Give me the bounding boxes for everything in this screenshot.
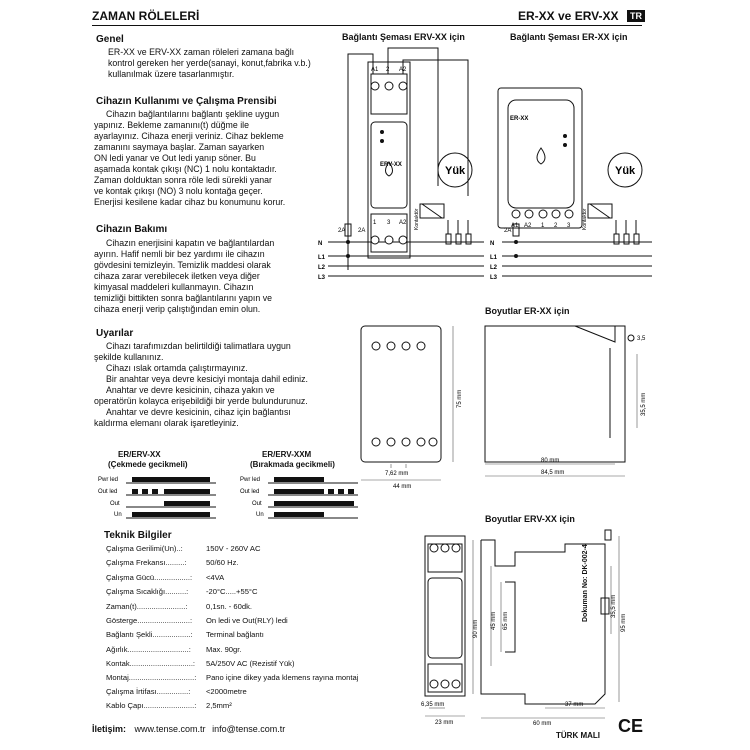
svg-text:L2: L2 [490,265,498,271]
lang-badge: TR [627,10,645,22]
turk-mali: TÜRK MALI [556,731,600,740]
svg-text:3: 3 [387,220,391,226]
erv-module [368,62,410,258]
svg-text:L1: L1 [318,255,326,261]
boyutlar-erv-title: Boyutlar ERV-XX için [485,514,575,524]
svg-text:95 mm: 95 mm [621,613,627,632]
spec-row: Ağırlık.............................: Max. 90gr. [106,645,242,654]
svg-text:2A: 2A [338,228,346,234]
svg-text:6,35 mm: 6,35 mm [421,702,445,708]
boyutlar-er-title: Boyutlar ER-XX için [485,306,570,316]
sig-outled-right: Out led [240,489,260,495]
timing-right-sub: (Bırakmada gecikmeli) [250,460,335,469]
uyarilar-text: Cihazı tarafımızdan belirtildiği talimatlara uygun şekilde kullanınız. Cihazı ıslak ortamda çalıştırmayınız. Bir anahtar veya devre kesiciyi montaja dahil ediniz. Anahtar ve devre kesicinin, cihaza yakın ve operatörün kolayca erişebildiği bir yerde bulundurunuz. Anahtar ve devre kesicinin, cihaz için bağlantısı kaldırma elemanı olarak işaretleyiniz. [94,341,308,428]
spec-row: Çalışma Gerilimi(Un)..: 150V - 260V AC [106,544,261,553]
svg-text:Kontaktör: Kontaktör [582,208,588,230]
spec-row: Kontak..............................: 5A/250V AC (Rezistif Yük) [106,659,295,668]
connection-diagram [318,44,658,280]
web-link[interactable]: www.tense.com.tr [134,724,206,734]
spec-row: Zaman(t).......................: 0,1sn. - 60dk. [106,602,253,611]
svg-text:A1: A1 [511,223,519,229]
svg-text:N: N [490,241,495,247]
svg-text:L1: L1 [490,255,498,261]
ce-mark: CE [618,716,644,736]
sig-out-left: Out [110,501,120,507]
mail-link[interactable]: info@tense.com.tr [212,724,286,734]
svg-text:A2: A2 [399,220,407,226]
svg-text:3,5: 3,5 [637,336,646,342]
svg-text:L3: L3 [318,275,326,280]
svg-text:A2: A2 [524,223,532,229]
svg-text:Yük: Yük [615,165,636,177]
sig-un-left: Un [114,512,122,518]
genel-text: ER-XX ve ERV-XX zaman röleleri zamana bağlı kontrol gereken her yerde(sanayi, konut,fabrika v.b.) kullanılmak üzere tasarlanmıştır. [108,47,311,79]
kullanim-text: Cihazın bağlantılarını bağlantı şekline uygun yapınız. Bekleme zamanını(t) düğme ile ayarlayınız. Cihaza enerji veriniz. Cihaz bekleme zamanını saymaya başlar. Zaman sayarken ON ledi yanar ve Out ledi yanıp söner. Bu aşamada kontak çıkışı (NC) 1 nolu kontaktadır. Zaman dolduktan sonra röle ledi sürekli yanar ve kontak çıkışı (NO) 3 nolu kontağa geçer. Enerjisi kesilene kadar cihaz bu konumunu korur. [94,109,286,207]
sig-un-right: Un [256,512,264,518]
drop-icon-er [537,148,545,164]
erv-front-view [425,536,465,696]
timing-left-sub: (Çekmede gecikmeli) [108,460,188,469]
svg-text:44 mm: 44 mm [393,484,412,490]
contact: İletişim: www.tense.com.tr info@tense.com.tr [92,724,286,734]
svg-text:L3: L3 [490,275,498,280]
kullanim-title: Cihazın Kullanımı ve Çalışma Prensibi [96,96,277,107]
page-title: ZAMAN RÖLELERİ [92,9,200,23]
svg-text:A1: A1 [371,67,379,73]
svg-text:35,5 mm: 35,5 mm [641,392,647,416]
doc-number: Dokuman No: DK-002-4 [582,544,589,622]
svg-text:45 mm: 45 mm [491,611,497,630]
svg-text:35,5 mm: 35,5 mm [611,594,617,618]
svg-text:A2: A2 [399,67,407,73]
svg-text:7,62 mm: 7,62 mm [385,471,409,477]
svg-text:2: 2 [554,223,558,229]
spec-row: Bağlantı Şekli..................: Terminal bağlantı [106,630,264,639]
sig-pwr-right: Pwr led [240,477,261,483]
svg-text:2A: 2A [504,228,512,234]
svg-text:Yük: Yük [445,165,466,177]
header-rule [92,25,642,26]
svg-text:60 mm: 60 mm [533,721,552,726]
svg-text:65 mm: 65 mm [503,611,509,630]
svg-text:2A: 2A [358,228,366,234]
sig-outled-left: Out led [98,489,118,495]
er-dimension-drawing [355,318,655,496]
spec-row: Çalışma Frekansı.........: 50/60 Hz. [106,558,239,567]
svg-text:37 mm: 37 mm [565,702,584,708]
svg-text:1: 1 [373,220,377,226]
spec-row: Gösterge.........................: On ledi ve Out(RLY) ledi [106,616,288,625]
erv-dimension-drawing [415,526,650,726]
svg-text:84,5 mm: 84,5 mm [541,470,565,476]
er-side-view [485,326,625,462]
sig-pwr-left: Pwr led [98,477,119,483]
svg-text:3: 3 [567,223,571,229]
svg-text:80 mm: 80 mm [541,458,560,464]
svg-text:90 mm: 90 mm [473,619,479,638]
svg-text:1: 1 [541,223,545,229]
svg-text:2: 2 [386,67,390,73]
teknik-title: Teknik Bilgiler [104,530,172,541]
svg-text:L2: L2 [318,265,326,271]
timing-right-title: ER/ERV-XXM [262,450,312,459]
svg-text:75 mm: 75 mm [457,389,463,408]
svg-text:ER-XX: ER-XX [510,116,529,122]
genel-title: Genel [96,34,124,45]
svg-text:23 mm: 23 mm [435,720,454,726]
spec-row: Montaj...............................: Pano içine dikey yada klemens rayına montaj [106,673,359,682]
spec-row: Çalışma Gücü.................: <4VA [106,573,225,582]
bakim-title: Cihazın Bakımı [96,224,168,235]
svg-text:Kontaktör: Kontaktör [414,208,420,230]
diagram-title-er: Bağlantı Şeması ER-XX için [510,32,628,42]
spec-row: Çalışma Sıcaklığı..........: -20°C.....+55°C [106,587,258,596]
product-title: ER-XX ve ERV-XX [518,9,619,23]
spec-row: Çalışma İrtifası...............: <2000metre [106,687,247,696]
svg-text:ERV-XX: ERV-XX [380,162,402,168]
uyarilar-title: Uyarılar [96,328,134,339]
sig-out-right: Out [252,501,262,507]
bakim-text: Cihazın enerjisini kapatın ve bağlantılardan ayırın. Hafif nemli bir bez yardımı ile cihazın gövdesini temizleyin. Temizlik maddesi olarak cihaza zarar verebilecek iletken veya diğer kimyasal maddeleri kullanmayın. Cihazın temizliği bittikten sonra bağlantılarını yapın ve cihaza enerji verip çalıştığından emin olun. [94,238,275,314]
timing-diagram [90,472,365,522]
diagram-title-erv: Bağlantı Şeması ERV-XX için [342,32,465,42]
timing-left-title: ER/ERV-XX [118,450,161,459]
svg-text:N: N [318,241,323,247]
spec-row: Kablo Çapı........................: 2,5mm² [106,701,232,710]
